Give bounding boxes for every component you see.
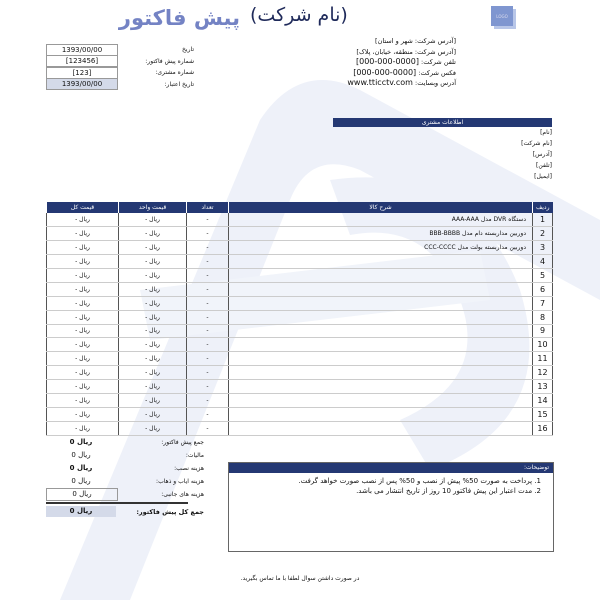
row-unit-price: ریال - <box>119 324 187 338</box>
company-info-label: تلفن شرکت: <box>421 58 456 66</box>
summary-label: هزینه نصب: <box>174 465 204 472</box>
row-description: دستگاه DVR مدل AAA-AAA <box>229 213 533 226</box>
row-unit-price: ریال - <box>119 268 187 282</box>
invoice-info-row <box>46 67 196 79</box>
row-unit-price: ریال - <box>119 282 187 296</box>
row-total: ریال - <box>47 394 119 408</box>
row-qty: - <box>187 366 229 380</box>
row-total: ریال - <box>47 268 119 282</box>
row-qty: - <box>187 213 229 226</box>
invoice-info-value: 1393/00/00 <box>46 78 118 90</box>
logo-text: LOGO <box>496 13 508 19</box>
table-row <box>47 254 553 268</box>
row-description <box>229 338 533 352</box>
row-description <box>229 394 533 408</box>
row-unit-price: ریال - <box>119 213 187 226</box>
table-row <box>47 310 553 324</box>
grand-total-value: ریال 0 <box>46 506 116 517</box>
table-row <box>47 324 553 338</box>
row-unit-price: ریال - <box>119 408 187 422</box>
row-unit-price: ریال - <box>119 296 187 310</box>
row-description <box>229 352 533 366</box>
notes-header: توضیحات: <box>229 463 553 473</box>
table-row <box>47 296 553 310</box>
company-info-value: [0000-000-000] <box>356 57 419 66</box>
row-number: 13 <box>533 380 553 394</box>
row-total: ریال - <box>47 226 119 240</box>
row-description <box>229 254 533 268</box>
row-qty: - <box>187 394 229 408</box>
company-info-label: فکس شرکت: <box>418 68 456 77</box>
header-row-number: ردیف <box>533 202 553 213</box>
row-number: 6 <box>533 282 553 296</box>
row-total: ریال - <box>47 422 119 436</box>
row-unit-price: ریال - <box>119 380 187 394</box>
row-qty: - <box>187 422 229 436</box>
table-row <box>47 213 553 226</box>
row-total: ریال - <box>47 324 119 338</box>
row-total: ریال - <box>47 310 119 324</box>
row-unit-price: ریال - <box>119 254 187 268</box>
row-unit-price: ریال - <box>119 226 187 240</box>
note-line: 1. پرداخت به صورت 50% پیش از نصب و 50% پس از نصب صورت خواهد گرفت. <box>298 477 541 485</box>
table-row <box>47 422 553 436</box>
row-number: 3 <box>533 240 553 254</box>
row-qty: - <box>187 268 229 282</box>
company-info-value: www.tticctv.com <box>347 78 413 87</box>
summary-value: ریال 0 <box>46 488 118 501</box>
row-description <box>229 310 533 324</box>
summary <box>46 436 206 518</box>
row-number: 8 <box>533 310 553 324</box>
table-row <box>47 366 553 380</box>
customer-info-header: اطلاعات مشتری <box>333 118 552 127</box>
row-description <box>229 296 533 310</box>
row-unit-price: ریال - <box>119 338 187 352</box>
row-description <box>229 422 533 436</box>
row-qty: - <box>187 226 229 240</box>
grand-total-label: جمع کل پیش فاکتور: <box>136 507 204 516</box>
table-row <box>47 268 553 282</box>
invoice-info-label: تاریخ <box>182 46 194 54</box>
table-row <box>47 408 553 422</box>
row-unit-price: ریال - <box>119 366 187 380</box>
row-total: ریال - <box>47 282 119 296</box>
customer-info-line: [نام شرکت] <box>521 140 552 147</box>
row-description: دوربین مداربسته دام مدل BBB-BBBB <box>229 226 533 240</box>
row-qty: - <box>187 380 229 394</box>
row-number: 4 <box>533 254 553 268</box>
company-info-label: [آدرس شرکت: شهر و استان] <box>375 37 456 45</box>
row-number: 1 <box>533 213 553 226</box>
table-row <box>47 282 553 296</box>
summary-value: ریال 0 <box>71 477 91 485</box>
row-description <box>229 324 533 338</box>
summary-label: هزینه های جانبی: <box>161 491 204 498</box>
row-unit-price: ریال - <box>119 352 187 366</box>
page-title: پیش فاکتور <box>118 6 240 30</box>
company-name: (نام شرکت) <box>250 4 348 26</box>
row-total: ریال - <box>47 296 119 310</box>
customer-info <box>333 118 552 182</box>
row-description <box>229 282 533 296</box>
header-total: قیمت کل <box>47 202 119 213</box>
row-number: 15 <box>533 408 553 422</box>
invoice-info-row <box>46 44 196 56</box>
row-total: ریال - <box>47 408 119 422</box>
summary-divider <box>46 502 188 504</box>
row-description: دوربین مداربسته بولت مدل CCC-CCCC <box>229 240 533 254</box>
row-number: 10 <box>533 338 553 352</box>
row-number: 14 <box>533 394 553 408</box>
row-number: 2 <box>533 226 553 240</box>
customer-info-line: [ایمیل] <box>534 173 552 180</box>
row-qty: - <box>187 338 229 352</box>
row-qty: - <box>187 408 229 422</box>
invoice-info-label: شماره مشتری: <box>155 69 194 77</box>
notes-box <box>228 462 554 552</box>
row-unit-price: ریال - <box>119 394 187 408</box>
company-info-line <box>300 68 456 79</box>
row-number: 7 <box>533 296 553 310</box>
summary-label: هزینه ایاب و ذهاب: <box>156 478 204 485</box>
summary-label: مالیات: <box>185 452 204 459</box>
summary-row <box>46 488 206 501</box>
invoice-info-row <box>46 79 196 91</box>
table-row <box>47 240 553 254</box>
company-info <box>300 36 456 89</box>
row-unit-price: ریال - <box>119 422 187 436</box>
header-description: شرح کالا <box>229 202 533 213</box>
note-line: 2. مدت اعتبار این پیش فاکتور 10 روز از تاریخ انتشار می باشد. <box>356 487 541 495</box>
summary-label: جمع پیش فاکتور: <box>161 439 204 446</box>
company-info-line <box>300 47 456 58</box>
row-unit-price: ریال - <box>119 310 187 324</box>
row-unit-price: ریال - <box>119 240 187 254</box>
table-row <box>47 394 553 408</box>
items-table <box>46 202 553 436</box>
header-qty: تعداد <box>187 202 229 213</box>
customer-info-line: [آدرس] <box>532 151 552 158</box>
company-info-line <box>300 57 456 68</box>
row-number: 12 <box>533 366 553 380</box>
row-number: 5 <box>533 268 553 282</box>
summary-row <box>46 436 206 449</box>
summary-value: ریال 0 <box>71 451 91 459</box>
row-number: 9 <box>533 324 553 338</box>
row-description <box>229 268 533 282</box>
invoice-info-label: تاریخ اعتبار: <box>164 80 194 88</box>
company-logo <box>491 6 513 26</box>
company-info-value: [0000-000-000] <box>353 67 417 77</box>
invoice-info-value: [123] <box>46 67 118 79</box>
invoice-info-row <box>46 56 196 68</box>
company-info-line <box>300 36 456 47</box>
grand-total-row <box>46 505 206 518</box>
row-qty: - <box>187 324 229 338</box>
row-description <box>229 366 533 380</box>
table-row <box>47 380 553 394</box>
row-qty: - <box>187 310 229 324</box>
summary-row <box>46 475 206 488</box>
table-row <box>47 226 553 240</box>
row-description <box>229 380 533 394</box>
table-row <box>47 338 553 352</box>
row-qty: - <box>187 296 229 310</box>
row-total: ریال - <box>47 240 119 254</box>
invoice-info-value: [123456] <box>46 55 118 67</box>
row-qty: - <box>187 282 229 296</box>
summary-value: ریال 0 <box>69 438 93 446</box>
row-qty: - <box>187 240 229 254</box>
summary-row <box>46 462 206 475</box>
invoice-info <box>46 44 196 90</box>
row-number: 16 <box>533 422 553 436</box>
table-header-row <box>47 202 553 213</box>
row-number: 11 <box>533 352 553 366</box>
customer-info-line: [نام] <box>540 129 552 136</box>
header-unit-price: قیمت واحد <box>119 202 187 213</box>
summary-value: ریال 0 <box>69 464 93 472</box>
customer-info-line: [تلفن] <box>536 162 552 169</box>
invoice-info-label: شماره پیش فاکتور: <box>145 57 194 65</box>
summary-row <box>46 449 206 462</box>
footer-text: در صورت داشتن سوال لطفا با ما تماس بگیرید. <box>240 575 360 582</box>
company-info-line <box>300 78 456 89</box>
invoice-info-value: 1393/00/00 <box>46 44 118 56</box>
row-total: ریال - <box>47 352 119 366</box>
row-total: ریال - <box>47 380 119 394</box>
row-total: ریال - <box>47 366 119 380</box>
company-info-label: [آدرس شرکت: منطقه، خیابان، پلاک] <box>356 47 456 56</box>
row-qty: - <box>187 254 229 268</box>
company-info-label: آدرس وبسایت: <box>415 79 456 87</box>
row-total: ریال - <box>47 213 119 226</box>
row-description <box>229 408 533 422</box>
row-total: ریال - <box>47 338 119 352</box>
table-row <box>47 352 553 366</box>
row-total: ریال - <box>47 254 119 268</box>
row-qty: - <box>187 352 229 366</box>
